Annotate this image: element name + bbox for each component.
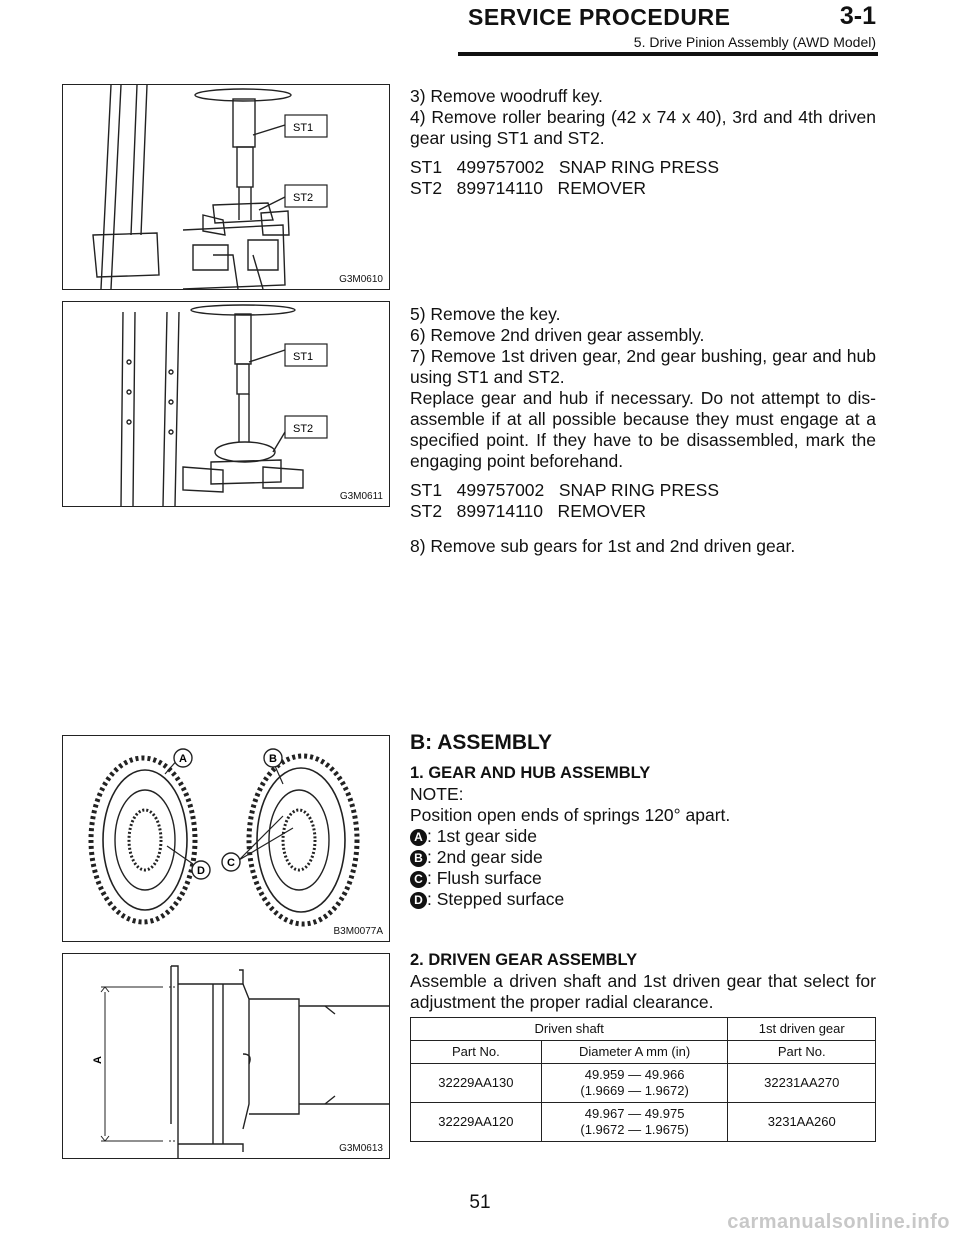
- legend-a: A : 1st gear side: [410, 826, 876, 847]
- tool-st2: ST2 899714110 REMOVER: [410, 178, 647, 198]
- header-subtitle: 5. Drive Pinion Assembly (AWD Model): [633, 34, 876, 50]
- figure-driven-shaft: [62, 953, 390, 1159]
- legend-c: C : Flush surface: [410, 868, 876, 889]
- legend-b: B : 2nd gear side: [410, 847, 876, 868]
- header-part-no: Part No.: [411, 1041, 542, 1064]
- subheading-gear-hub: 1. GEAR AND HUB ASSEMBLY: [410, 764, 651, 782]
- driven-shaft-illustration: [63, 954, 389, 1158]
- steps-5-8: [410, 304, 876, 557]
- step-4: 4) Remove roller bearing (42 x 74 x 40), 3rd and 4th driven gear using ST1 and ST2.: [410, 107, 876, 148]
- step-7: 7) Remove 1st driven gear, 2nd gear bushing, gear and hub using ST1 and ST2.: [410, 346, 876, 387]
- badge-d: D: [410, 892, 427, 909]
- subheading-driven-gear: 2. DRIVEN GEAR ASSEMBLY: [410, 951, 638, 969]
- label-st1-2: ST1: [293, 351, 314, 363]
- press-illustration-2: [63, 302, 389, 506]
- driven-gear-instruction: Assemble a driven shaft and 1st driven gear that select for adjustment the proper radial clearance.: [410, 971, 876, 1012]
- table-subheader-row: [411, 1041, 876, 1064]
- figure-press-st1-st2: [62, 84, 390, 290]
- driven-gear-assembly: [410, 950, 876, 1013]
- figure-gear-hub: [62, 735, 390, 942]
- label-d: D: [197, 865, 205, 877]
- badge-b: B: [410, 850, 427, 867]
- section-number: 3-1: [839, 2, 876, 30]
- badge-c: C: [410, 871, 427, 888]
- figure-id-2: G3M0611: [339, 491, 383, 502]
- label-st2-2: ST2: [293, 423, 314, 435]
- header-gear-part-no: Part No.: [728, 1041, 876, 1064]
- label-st1: ST1: [293, 122, 314, 134]
- table-row: 32229AA120 49.967 — 49.975 (1.9672 — 1.9675) 3231AA260: [411, 1103, 876, 1142]
- note-label: NOTE:: [410, 784, 464, 804]
- gear-hub-illustration: [63, 736, 389, 941]
- figure-id-3: B3M0077A: [333, 926, 383, 937]
- section-title: B: ASSEMBLY: [410, 731, 552, 754]
- gear-hub-assembly: [410, 763, 876, 910]
- tool-st1-2: ST1 499757002 SNAP RING PRESS: [410, 480, 720, 500]
- header-driven-shaft: Driven shaft: [411, 1018, 728, 1041]
- step-5: 5) Remove the key.: [410, 304, 561, 324]
- label-a: A: [179, 753, 187, 765]
- header-1st-driven-gear: 1st driven gear: [728, 1018, 876, 1041]
- label-st2: ST2: [293, 192, 314, 204]
- header-rule: [458, 52, 878, 56]
- press-illustration: [63, 85, 389, 289]
- figure-id: G3M0610: [339, 274, 383, 285]
- table-row: 32229AA130 49.959 — 49.966 (1.9669 — 1.9672) 32231AA270: [411, 1064, 876, 1103]
- label-b: B: [269, 753, 277, 765]
- step-3: 3) Remove woodruff key.: [410, 86, 603, 106]
- page-number: 51: [469, 1192, 491, 1213]
- note-text: Position open ends of springs 120° apart.: [410, 805, 731, 825]
- header-diameter: Diameter A mm (in): [541, 1041, 728, 1064]
- steps-3-4: [410, 86, 876, 199]
- step-6: 6) Remove 2nd driven gear assembly.: [410, 325, 705, 345]
- step-7-note: Replace gear and hub if necessary. Do not attempt to dis-assemble if at all possible because they must engage at a specified point. If they have to be disassembled, mark the engaging point beforehand.: [410, 388, 876, 471]
- table-header-row: [411, 1018, 876, 1041]
- tool-st2-2: ST2 899714110 REMOVER: [410, 501, 647, 521]
- watermark: carmanualsonline.info: [727, 1211, 950, 1233]
- badge-a: A: [410, 829, 427, 846]
- figure-id-4: G3M0613: [339, 1143, 383, 1154]
- driven-gear-spec-table: [410, 1017, 876, 1142]
- tool-st1: ST1 499757002 SNAP RING PRESS: [410, 157, 720, 177]
- header-title: SERVICE PROCEDURE: [468, 4, 731, 30]
- step-8: 8) Remove sub gears for 1st and 2nd driven gear.: [410, 536, 796, 556]
- label-c: C: [227, 857, 235, 869]
- figure-press-st1-st2-2: [62, 301, 390, 507]
- label-dimension-a: A: [92, 1056, 104, 1064]
- legend-d: D : Stepped surface: [410, 889, 876, 910]
